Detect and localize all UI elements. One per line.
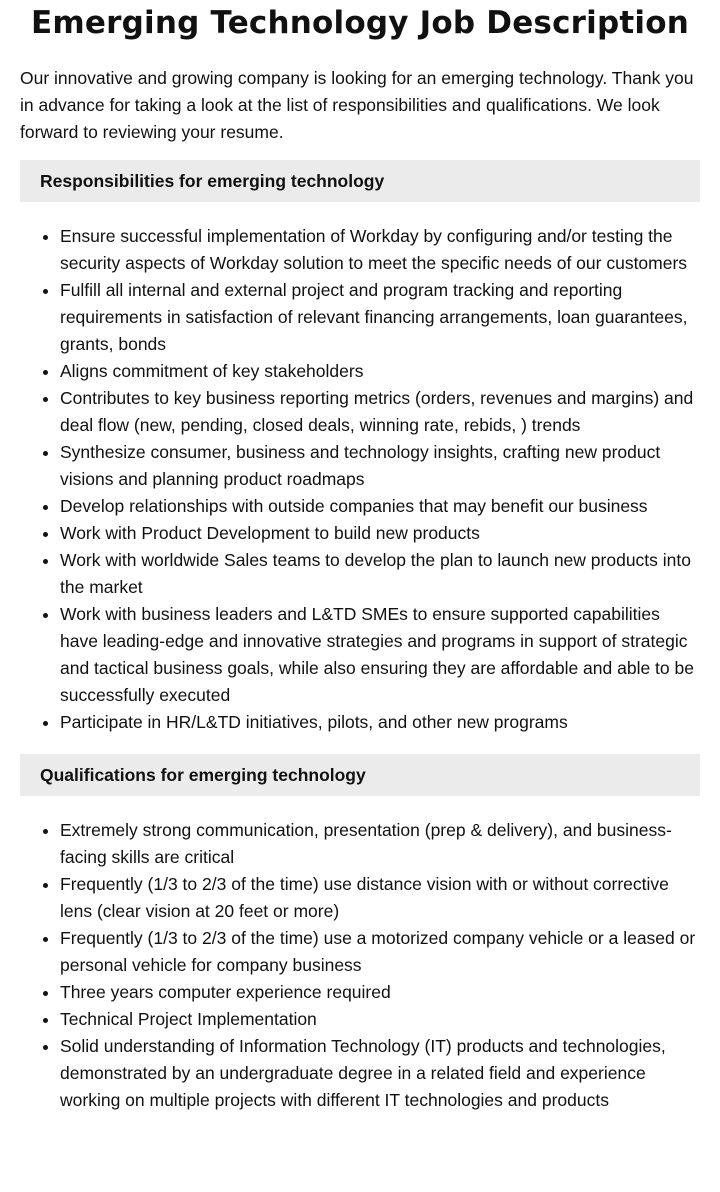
list-item: • Frequently (1/3 to 2/3 of the time) use distance vision with or without corrective lens (clear vision at 20 feet or more) xyxy=(60,871,700,925)
list-item: • Synthesize consumer, business and technology insights, crafting new product visions and planning product roadmaps xyxy=(60,439,700,493)
list-item: • Participate in HR/L&TD initiatives, pilots, and other new programs xyxy=(60,709,700,736)
responsibilities-list xyxy=(20,223,700,736)
list-item: • Work with Product Development to build new products xyxy=(60,520,700,547)
list-item: • Develop relationships with outside companies that may benefit our business xyxy=(60,493,700,520)
list-item: • Three years computer experience required xyxy=(60,979,700,1006)
responsibilities-heading: Responsibilities for emerging technology xyxy=(20,160,700,202)
qualifications-heading: Qualifications for emerging technology xyxy=(20,754,700,796)
intro-paragraph: Our innovative and growing company is looking for an emerging technology. Thank you in advance for taking a look at the list of responsibilities and qualifications. We look forward to reviewing your resume. xyxy=(20,68,694,142)
qualifications-list xyxy=(20,817,700,1114)
list-item: • Contributes to key business reporting metrics (orders, revenues and margins) and deal flow (new, pending, closed deals, winning rate, rebids, ) trends xyxy=(60,385,700,439)
page-title: Emerging Technology Job Description xyxy=(31,5,689,41)
list-item: • Aligns commitment of key stakeholders xyxy=(60,358,700,385)
list-item: • Frequently (1/3 to 2/3 of the time) use a motorized company vehicle or a leased or personal vehicle for company business xyxy=(60,925,700,979)
list-item: • Technical Project Implementation xyxy=(60,1006,700,1033)
list-item: • Extremely strong communication, presentation (prep & delivery), and business-facing skills are critical xyxy=(60,817,700,871)
list-item: • Fulfill all internal and external project and program tracking and reporting requirements in satisfaction of relevant financing arrangements, loan guarantees, grants, bonds xyxy=(60,277,700,358)
list-item: • Work with worldwide Sales teams to develop the plan to launch new products into the market xyxy=(60,547,700,601)
list-item: • Ensure successful implementation of Workday by configuring and/or testing the security aspects of Workday solution to meet the specific needs of our customers xyxy=(60,223,700,277)
list-item: • Solid understanding of Information Technology (IT) products and technologies, demonstrated by an undergraduate degree in a related field and experience working on multiple projects with different IT technologies and products xyxy=(60,1033,700,1114)
list-item: • Work with business leaders and L&TD SMEs to ensure supported capabilities have leading-edge and innovative strategies and programs in support of strategic and tactical business goals, while also ensuring they are affordable and able to be successfully executed xyxy=(60,601,700,709)
